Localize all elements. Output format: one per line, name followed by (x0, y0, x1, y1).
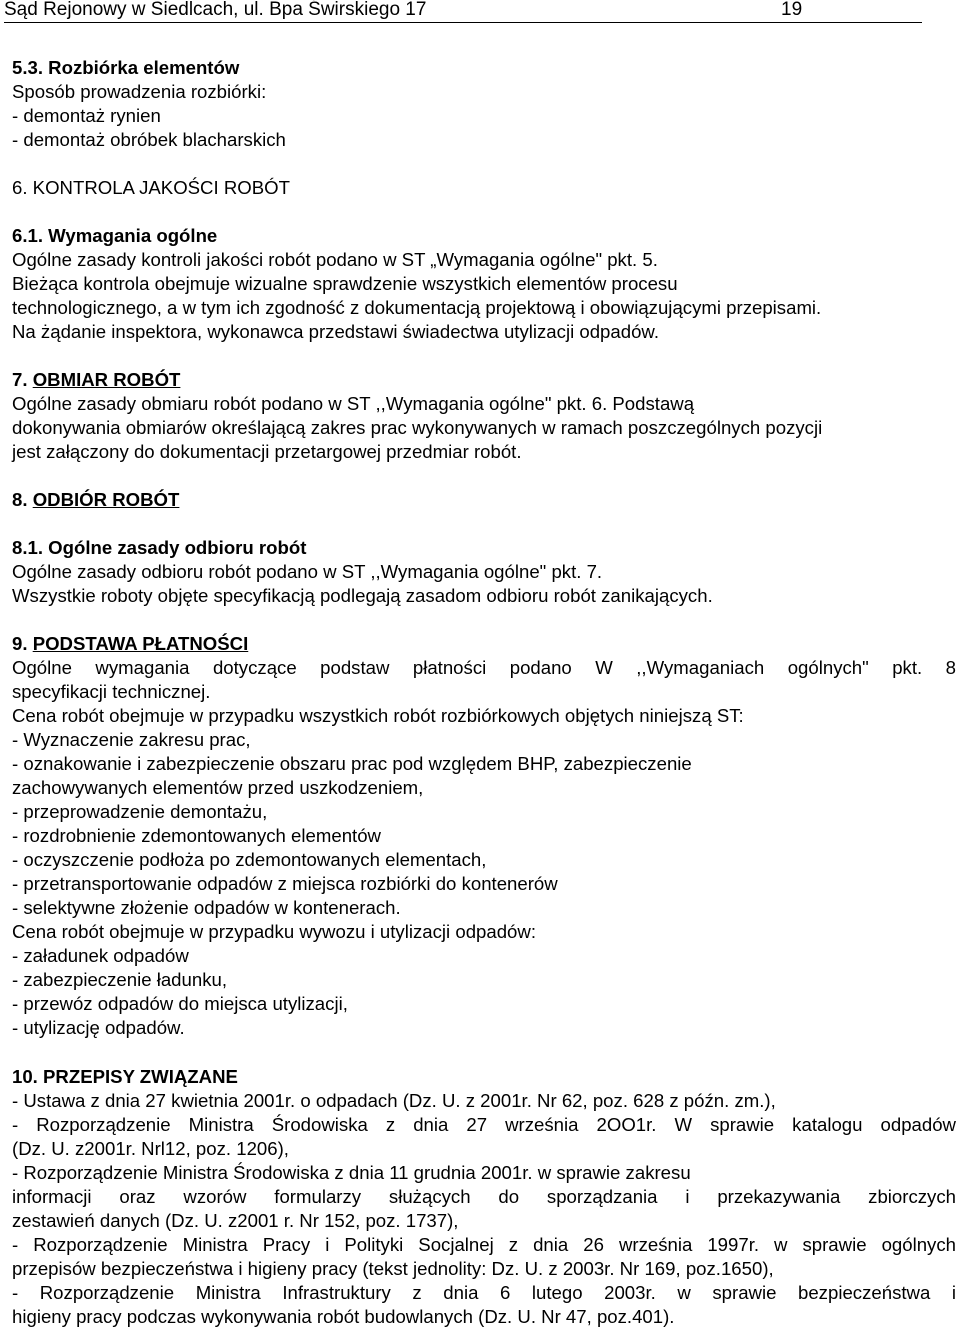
paragraph-text: - przetransportowanie odpadów z miejsca rozbiórki do kontenerów (12, 873, 558, 894)
text-line (12, 632, 956, 656)
text-line (12, 368, 956, 392)
text-line (12, 1233, 956, 1257)
paragraph-text: - Ustawa z dnia 27 kwietnia 2001r. o odpadach (Dz. U. z 2001r. Nr 62, poz. 628 z późn. zm.), (12, 1090, 776, 1111)
text-line (12, 176, 956, 200)
paragraph-text: - demontaż rynien (12, 105, 161, 126)
paragraph-text: - przeprowadzenie demontażu, (12, 801, 268, 822)
paragraph-text: Cena robót obejmuje w przypadku wywozu i utylizacji odpadów: (12, 921, 536, 942)
paragraph-text: - załadunek odpadów (12, 945, 189, 966)
section-heading: PODSTAWA PŁATNOŚCI (32, 633, 249, 654)
section-heading: 10. PRZEPISY ZWIĄZANE (12, 1066, 238, 1087)
paragraph-text: Cena robót obejmuje w przypadku wszystkich robót rozbiórkowych objętych niniejszą ST: (12, 705, 744, 726)
header-court-address: Sąd Rejonowy w Siedlcach, ul. Bpa Świrskiego 17 (4, 0, 427, 20)
text-line (12, 224, 956, 248)
paragraph-text: zestawień danych (Dz. U. z2001 r. Nr 152, poz. 1737), (12, 1210, 459, 1231)
paragraph-text: dokonywania obmiarów określającą zakres prac wykonywanych w ramach poszczególnych pozycji (12, 417, 823, 438)
text-line (12, 1209, 956, 1233)
text-line (12, 392, 956, 416)
text-line (12, 272, 956, 296)
text-line (12, 944, 956, 968)
text-line (12, 416, 956, 440)
section-number: 8. (12, 489, 33, 510)
paragraph-text: - oczyszczenie podłoża po zdemontowanych elementach, (12, 849, 487, 870)
text-line (12, 824, 956, 848)
paragraph-text: - Rozporządzenie Ministra Infrastruktury z dnia 6 lutego 2003r. w sprawie bezpieczeństwa i (12, 1282, 956, 1303)
paragraph-text: Ogólne zasady odbioru robót podano w ST ,,Wymagania ogólne" pkt. 7. (12, 561, 603, 582)
text-line (12, 680, 956, 704)
paragraph-text: - utylizację odpadów. (12, 1017, 185, 1038)
text-line (12, 1257, 956, 1281)
text-line (12, 248, 956, 272)
text-line (12, 1137, 956, 1161)
paragraph-text: specyfikacji technicznej. (12, 681, 211, 702)
text-line (12, 560, 956, 584)
paragraph-text: - Rozporządzenie Ministra Pracy i Polityki Socjalnej z dnia 26 września 1997r. w sprawie ogólnych (12, 1234, 956, 1255)
header-page-number: 19 (781, 0, 803, 20)
text-line (12, 584, 956, 608)
text-line (12, 1305, 956, 1329)
text-line (12, 536, 956, 560)
section-heading: 8.1. Ogólne zasady odbioru robót (12, 537, 307, 558)
text-line (12, 776, 956, 800)
text-line (12, 128, 956, 152)
text-line (12, 1065, 956, 1089)
paragraph-text: Ogólne zasady kontroli jakości robót podano w ST „Wymagania ogólne" pkt. 5. (12, 249, 658, 270)
header-rule (4, 22, 922, 23)
paragraph-text: - Wyznaczenie zakresu prac, (12, 729, 251, 750)
text-line (12, 296, 956, 320)
paragraph-text: informacji oraz wzorów formularzy służących do sporządzania i przekazywania zbiorczych (12, 1186, 956, 1207)
paragraph-text: Ogólne zasady obmiaru robót podano w ST ,,Wymagania ogólne" pkt. 6. Podstawą (12, 393, 695, 414)
paragraph-text: - selektywne złożenie odpadów w kontenerach. (12, 897, 401, 918)
text-line (12, 704, 956, 728)
text-line (12, 80, 956, 104)
text-line (12, 1185, 956, 1209)
paragraph-text: przepisów bezpieczeństwa i higieny pracy (tekst jednolity: Dz. U. z 2003r. Nr 169, poz.1650), (12, 1258, 774, 1279)
paragraph-text: 6. KONTROLA JAKOŚCI ROBÓT (12, 177, 290, 198)
text-line (12, 800, 956, 824)
text-line (12, 848, 956, 872)
paragraph-text: jest załączony do dokumentacji przetargowej przedmiar robót. (12, 441, 522, 462)
text-line (12, 320, 956, 344)
paragraph-text: - zabezpieczenie ładunku, (12, 969, 227, 990)
paragraph-text: - oznakowanie i zabezpieczenie obszaru prac pod względem BHP, zabezpieczenie (12, 753, 692, 774)
text-line (12, 440, 956, 464)
paragraph-text: Sposób prowadzenia rozbiórki: (12, 81, 267, 102)
section-heading: ODBIÓR ROBÓT (32, 489, 180, 510)
paragraph-text: Wszystkie roboty objęte specyfikacją podlegają zasadom odbioru robót zanikających. (12, 585, 713, 606)
text-line (12, 56, 956, 80)
text-line (12, 1113, 956, 1137)
paragraph-text: higieny pracy podczas wykonywania robót budowlanych (Dz. U. Nr 47, poz.401). (12, 1306, 675, 1327)
text-line (12, 872, 956, 896)
paragraph-text: Na żądanie inspektora, wykonawca przedstawi świadectwa utylizacji odpadów. (12, 321, 659, 342)
text-line (12, 968, 956, 992)
paragraph-text: - Rozporządzenie Ministra Środowiska z dnia 11 grudnia 2001r. w sprawie zakresu (12, 1162, 691, 1183)
section-heading: 6.1. Wymagania ogólne (12, 225, 218, 246)
text-line (12, 920, 956, 944)
section-heading: 5.3. Rozbiórka elementów (12, 57, 240, 78)
text-line (12, 488, 956, 512)
text-line (12, 1161, 956, 1185)
text-line (12, 896, 956, 920)
paragraph-text: - Rozporządzenie Ministra Środowiska z dnia 27 września 2OO1r. W sprawie katalogu odpadów (12, 1114, 956, 1135)
paragraph-text: - demontaż obróbek blacharskich (12, 129, 286, 150)
paragraph-text: zachowywanych elementów przed uszkodzeniem, (12, 777, 424, 798)
text-line (12, 728, 956, 752)
section-number: 7. (12, 369, 33, 390)
text-line (12, 656, 956, 680)
text-line (12, 104, 956, 128)
paragraph-text: Ogólne wymagania dotyczące podstaw płatności podano W ,,Wymaganiach ogólnych" pkt. 8 (12, 657, 956, 678)
paragraph-text: (Dz. U. z2001r. Nrl12, poz. 1206), (12, 1138, 289, 1159)
text-line (12, 992, 956, 1016)
section-heading: OBMIAR ROBÓT (32, 369, 181, 390)
text-line (12, 752, 956, 776)
text-line (12, 1089, 956, 1113)
paragraph-text: Bieżąca kontrola obejmuje wizualne sprawdzenie wszystkich elementów procesu (12, 273, 678, 294)
paragraph-text: - przewóz odpadów do miejsca utylizacji, (12, 993, 348, 1014)
section-number: 9. (12, 633, 33, 654)
paragraph-text: technologicznego, a w tym ich zgodność z dokumentacją projektową i obowiązującymi przepisami. (12, 297, 822, 318)
text-line (12, 1281, 956, 1305)
paragraph-text: - rozdrobnienie zdemontowanych elementów (12, 825, 381, 846)
text-line (12, 1016, 956, 1040)
